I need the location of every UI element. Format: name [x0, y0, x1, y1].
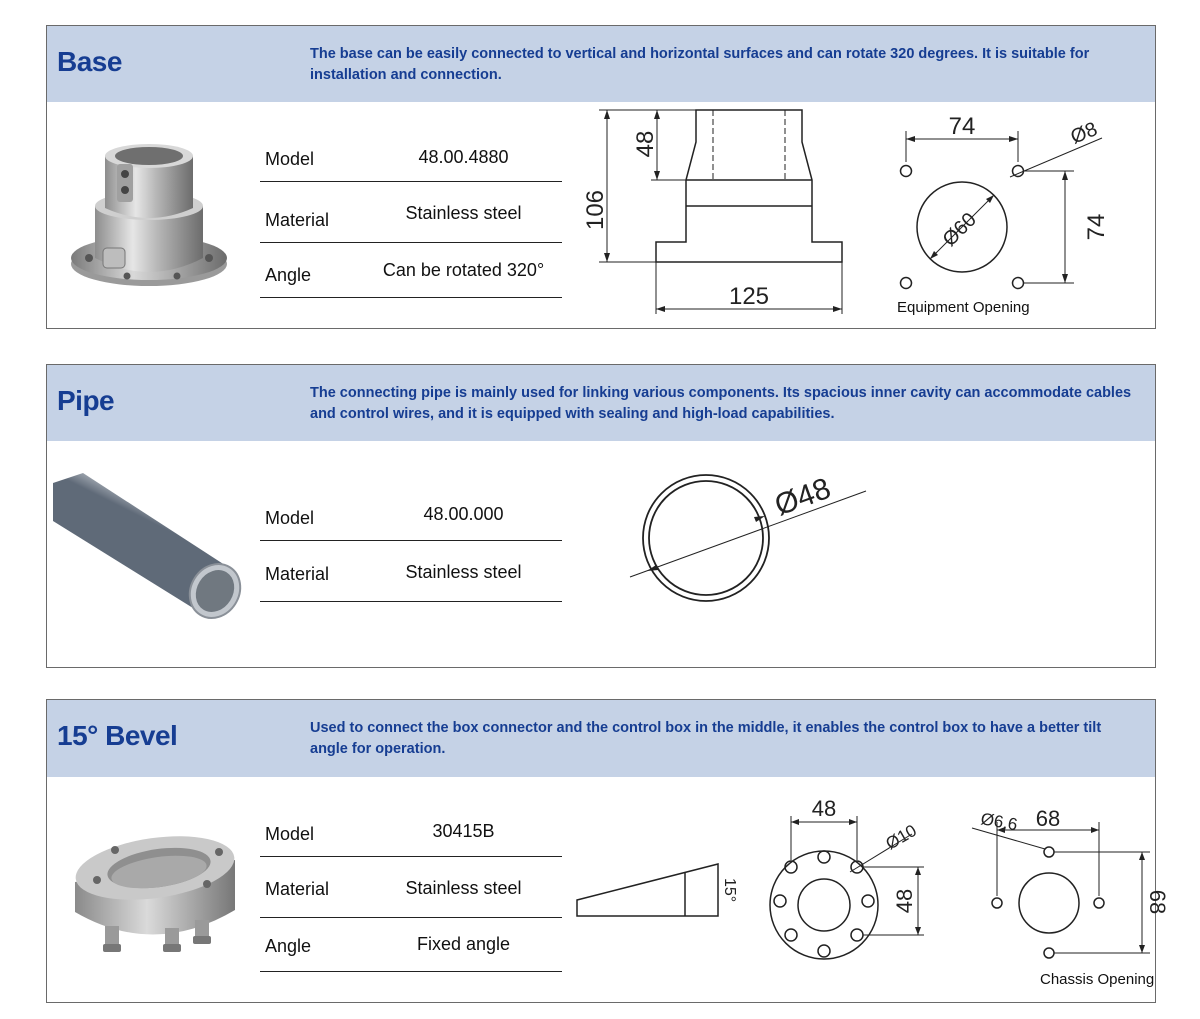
spec-value: 48.00.000 [423, 504, 504, 524]
section-description: Used to connect the box connector and the control box in the middle, it enables the control box to have a better tilt angle for operation. [310, 720, 1102, 757]
section-header [47, 365, 1155, 441]
section-description: The connecting pipe is mainly used for linking various components. Its spacious inner cavity can accommodate cables and control wires, and it is equipped with sealing and high-load capabilities. [310, 385, 1132, 422]
dim-hole: Ø6,6 [979, 809, 1019, 835]
dim-spacing-x: 68 [1035, 806, 1061, 831]
spec-key: Material [265, 564, 330, 584]
chassis-opening-drawing [932, 800, 1170, 995]
section-header [47, 700, 1155, 777]
spec-key: Model [265, 824, 315, 844]
base-product-photo [67, 136, 232, 301]
dim-angle: 15° [721, 878, 738, 903]
dim-hole: Ø10 [882, 820, 920, 854]
spec-key: Angle [265, 265, 312, 285]
spec-row-model [260, 126, 562, 182]
section-pipe [46, 364, 1156, 668]
section-description: The base can be easily connected to vertical and horizontal surfaces and can rotate 320 degrees. It is suitable for installation and connection. [310, 46, 1090, 83]
spec-row-model [260, 485, 562, 541]
spec-key: Model [265, 149, 315, 169]
bevel-side-drawing [572, 850, 747, 930]
dim-spacing-x: 74 [948, 113, 976, 140]
spec-value: Stainless steel [405, 203, 522, 223]
spec-table [260, 126, 562, 298]
dim-spacing-x: 48 [811, 796, 837, 821]
spec-key: Model [265, 508, 315, 528]
spec-key: Material [265, 210, 330, 230]
pipe-section-drawing [622, 460, 882, 620]
equipment-opening-drawing [892, 106, 1142, 321]
section-title: Pipe [57, 385, 115, 416]
section-title: Base [57, 46, 122, 77]
spec-value: Fixed angle [416, 934, 511, 954]
pipe-product-photo [53, 473, 243, 623]
spec-key: Material [265, 879, 330, 899]
spec-row-material [260, 541, 562, 602]
spec-row-material [260, 857, 562, 918]
dim-hole: Ø8 [1067, 118, 1101, 149]
spec-row-model [260, 801, 562, 857]
section-header [47, 26, 1155, 102]
bevel-product-photo [69, 830, 244, 970]
dim-spacing-y: 74 [1083, 213, 1110, 241]
base-elevation-drawing [577, 102, 887, 330]
chassis-opening-label: Chassis Opening [1040, 971, 1155, 988]
spec-value: Stainless steel [405, 562, 522, 582]
dim-spacing-y: 48 [892, 888, 917, 914]
dim-height-total: 106 [582, 189, 609, 231]
dim-spacing-y: 68 [1145, 889, 1170, 915]
spec-value: 48.00.4880 [418, 147, 509, 167]
section-bevel [46, 699, 1170, 1003]
bevel-flange-drawing [762, 792, 932, 982]
equipment-opening-label: Equipment Opening [897, 299, 1030, 316]
dim-center: Ø60 [938, 208, 981, 251]
spec-table [260, 801, 562, 972]
spec-row-material [260, 182, 562, 243]
spec-table [260, 485, 562, 602]
dim-width: 125 [728, 283, 770, 310]
spec-row-angle [260, 918, 562, 972]
dim-diameter: Ø48 [770, 471, 836, 523]
spec-value: Stainless steel [405, 878, 522, 898]
dim-height-top: 48 [632, 130, 659, 158]
spec-value: 30415B [432, 821, 495, 841]
section-base [46, 25, 1156, 329]
section-title: 15° Bevel [57, 720, 178, 751]
spec-row-angle [260, 243, 562, 298]
spec-value: Can be rotated 320° [382, 260, 545, 280]
spec-key: Angle [265, 936, 312, 956]
